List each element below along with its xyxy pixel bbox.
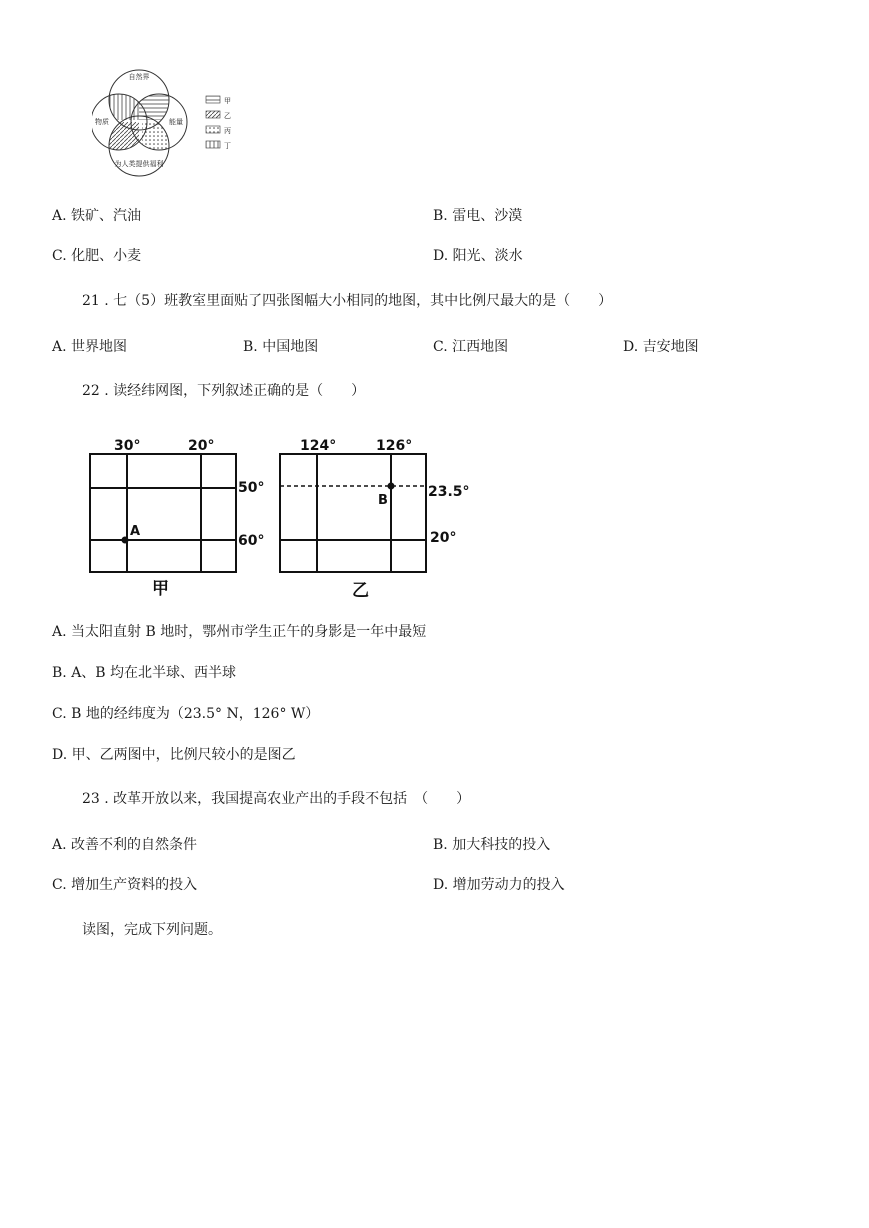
q22-option-c[interactable]: C. B 地的经纬度为（23.5° N，126° W） bbox=[52, 706, 320, 722]
lon-label: 124° bbox=[300, 438, 337, 454]
q23-option-b[interactable]: B. 加大科技的投入 bbox=[433, 837, 551, 853]
q21-option-a[interactable]: A. 世界地图 bbox=[52, 339, 128, 355]
lat-label: 20° bbox=[430, 530, 457, 546]
q22-option-b[interactable]: B. A、B 均在北半球、西半球 bbox=[52, 665, 237, 681]
map-caption: 甲 bbox=[152, 579, 169, 599]
q20-option-d[interactable]: D. 阳光、淡水 bbox=[433, 248, 523, 264]
q20-option-a[interactable]: A. 铁矿、汽油 bbox=[52, 208, 142, 224]
q23-stem: 23 . 改革开放以来，我国提高农业产出的手段不包括 （ ） bbox=[82, 791, 471, 807]
q21-option-d[interactable]: D. 吉安地图 bbox=[623, 339, 699, 355]
lat-label: 50° bbox=[238, 480, 265, 496]
venn-diagram bbox=[92, 62, 252, 190]
next-question-prompt: 读图，完成下列问题。 bbox=[82, 922, 222, 938]
legend-label: 甲 bbox=[224, 97, 231, 105]
point-label: A bbox=[130, 524, 141, 539]
legend-label: 乙 bbox=[224, 112, 231, 120]
map-jia bbox=[90, 438, 264, 599]
lon-label: 20° bbox=[188, 438, 215, 454]
q23-option-c[interactable]: C. 增加生产资料的投入 bbox=[52, 877, 198, 893]
q21-option-c[interactable]: C. 江西地图 bbox=[433, 339, 509, 355]
legend-label: 丙 bbox=[224, 127, 231, 135]
map-yi bbox=[280, 438, 470, 601]
point-label: B bbox=[378, 493, 388, 508]
q22-stem: 22 . 读经纬网图，下列叙述正确的是（ ） bbox=[82, 383, 366, 399]
q22-option-d[interactable]: D. 甲、乙两图中，比例尺较小的是图乙 bbox=[52, 747, 296, 763]
venn-right-label: 能量 bbox=[169, 118, 183, 126]
q22-option-a[interactable]: A. 当太阳直射 B 地时，鄂州市学生正午的身影是一年中最短 bbox=[52, 624, 427, 640]
venn-left-label-h: 物质 bbox=[95, 118, 109, 126]
legend-label: 丁 bbox=[224, 142, 231, 150]
q20-option-b[interactable]: B. 雷电、沙漠 bbox=[433, 208, 523, 224]
graticule-figure bbox=[80, 428, 500, 604]
lon-label: 126° bbox=[376, 438, 413, 454]
lon-label: 30° bbox=[114, 438, 141, 454]
map-caption: 乙 bbox=[352, 581, 369, 601]
q21-stem: 21 . 七（5）班教室里面贴了四张图幅大小相同的地图，其中比例尺最大的是（ ） bbox=[82, 293, 613, 309]
q23-option-a[interactable]: A. 改善不利的自然条件 bbox=[52, 837, 198, 853]
q20-option-c[interactable]: C. 化肥、小麦 bbox=[52, 248, 142, 264]
q21-option-b[interactable]: B. 中国地图 bbox=[243, 339, 319, 355]
venn-legend bbox=[206, 96, 231, 150]
lat-label: 60° bbox=[238, 533, 265, 549]
venn-top-label: 自然界 bbox=[128, 73, 150, 81]
venn-bottom-label: 为人类提供福利 bbox=[114, 160, 164, 168]
q23-option-d[interactable]: D. 增加劳动力的投入 bbox=[433, 877, 565, 893]
lat-label: 23.5° bbox=[428, 484, 470, 500]
